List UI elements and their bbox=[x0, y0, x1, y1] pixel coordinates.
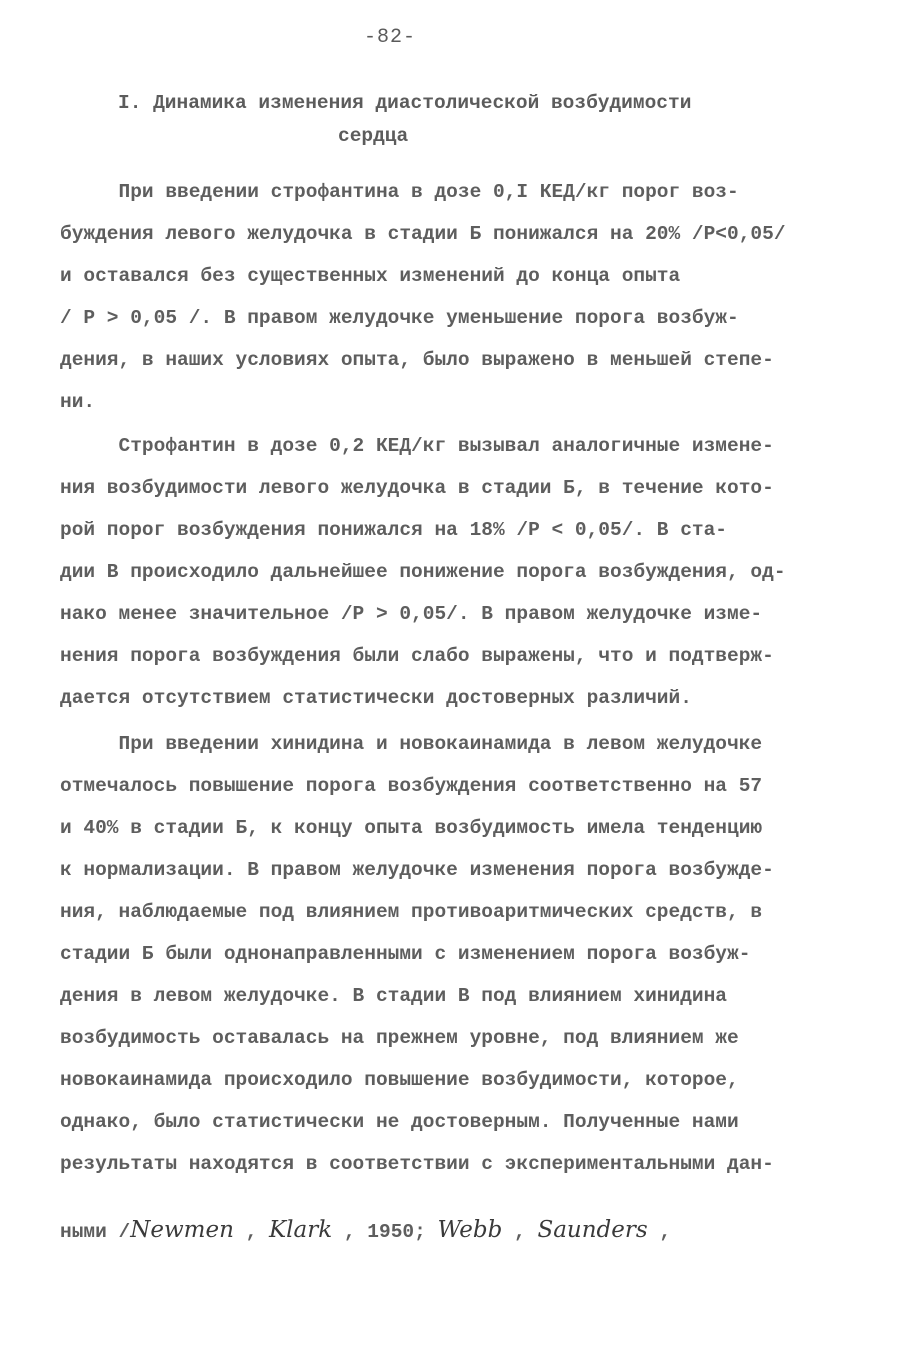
text-line: дения, в наших условиях опыта, было выражено в меньшей степе- bbox=[60, 349, 774, 371]
heading-line-1: I. Динамика изменения диастолической возбудимости bbox=[118, 92, 692, 114]
text-line: дения в левом желудочке. В стадии В под влиянием хинидина bbox=[60, 985, 728, 1007]
text-line: новокаинамида происходило повышение возбудимости, которое, bbox=[60, 1069, 739, 1091]
handwritten-name-saunders: Saunders bbox=[537, 1217, 648, 1243]
handwritten-name-newmen: Newmen bbox=[130, 1217, 234, 1243]
text-line: дается отсутствием статистически достоверных различий. bbox=[60, 687, 692, 709]
citation-suffix: , bbox=[647, 1221, 672, 1243]
citation-line bbox=[60, 1216, 671, 1246]
text-line: однако, было статистически не достоверным. Полученные нами bbox=[60, 1111, 739, 1133]
text-line: При введении строфантина в дозе 0,I КЕД/кг порог воз- bbox=[60, 181, 739, 203]
page-number: -82- bbox=[364, 26, 417, 49]
text-line: отмечалось повышение порога возбуждения соответственно на 57 bbox=[60, 775, 763, 797]
citation-prefix: ными / bbox=[60, 1221, 131, 1243]
text-line: буждения левого желудочка в стадии Б понижался на 20% /Р<0,05/ bbox=[60, 223, 786, 245]
heading-line-2: сердца bbox=[338, 125, 409, 147]
text-line: и оставался без существенных изменений до конца опыта bbox=[60, 265, 681, 287]
text-line: ни. bbox=[60, 391, 96, 413]
text-line: возбудимость оставалась на прежнем уровне, под влиянием же bbox=[60, 1027, 739, 1049]
text-line: / Р > 0,05 /. В правом желудочке уменьшение порога возбуж- bbox=[60, 307, 739, 329]
citation-separator: , bbox=[233, 1221, 269, 1243]
text-line: и 40% в стадии Б, к концу опыта возбудимость имела тенденцию bbox=[60, 817, 763, 839]
text-line: стадии Б были однонаправленными с изменением порога возбуж- bbox=[60, 943, 751, 965]
text-line: ния, наблюдаемые под влиянием противоаритмических средств, в bbox=[60, 901, 763, 923]
text-line: нения порога возбуждения были слабо выражены, что и подтверж- bbox=[60, 645, 774, 667]
text-line: к нормализации. В правом желудочке изменения порога возбужде- bbox=[60, 859, 774, 881]
text-line: дии В происходило дальнейшее понижение порога возбуждения, од- bbox=[60, 561, 786, 583]
text-line: Строфантин в дозе 0,2 КЕД/кг вызывал аналогичные измене- bbox=[60, 435, 774, 457]
text-line: При введении хинидина и новокаинамида в левом желудочке bbox=[60, 733, 763, 755]
section-heading bbox=[118, 87, 818, 153]
citation-separator: , bbox=[502, 1221, 538, 1243]
text-line: результаты находятся в соответствии с экспериментальными дан- bbox=[60, 1153, 774, 1175]
handwritten-name-klark: Klark bbox=[269, 1217, 333, 1243]
handwritten-name-webb: Webb bbox=[437, 1217, 503, 1243]
text-line: ния возбудимости левого желудочка в стадии Б, в течение кото- bbox=[60, 477, 774, 499]
citation-year: , 1950; bbox=[332, 1221, 438, 1243]
text-line: рой порог возбуждения понижался на 18% /Р < 0,05/. В ста- bbox=[60, 519, 728, 541]
text-line: нако менее значительное /Р > 0,05/. В правом желудочке изме- bbox=[60, 603, 763, 625]
